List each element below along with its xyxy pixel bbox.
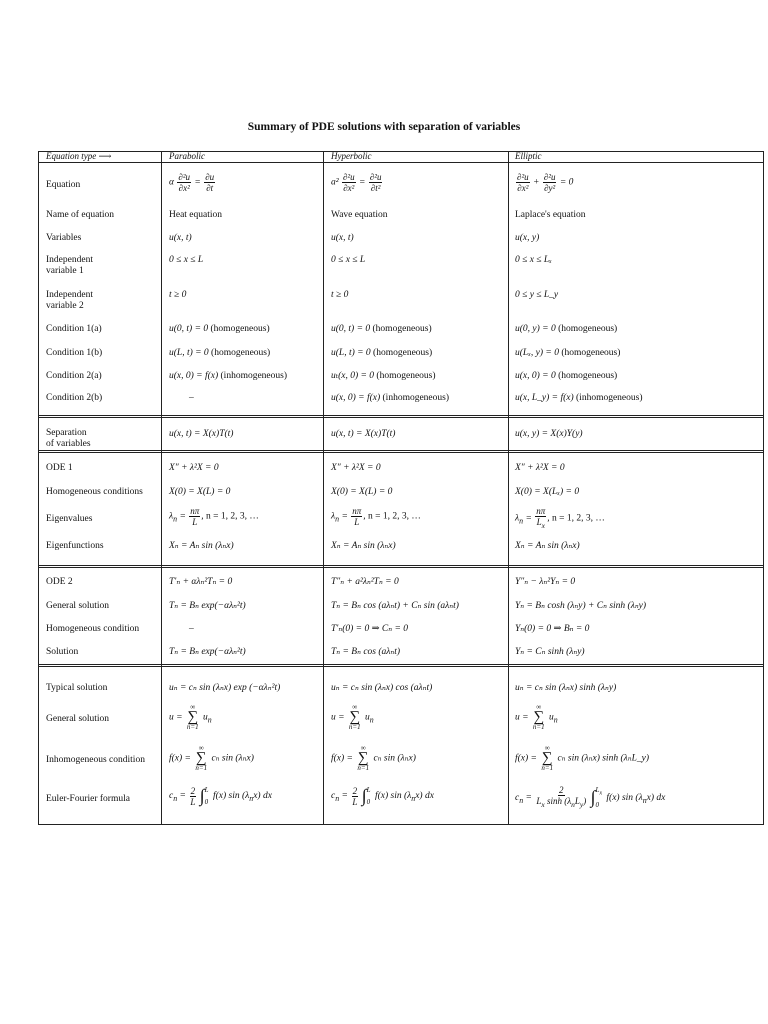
condition-note: (homogeneous) [211,348,271,358]
laplace-equation-formula: $\frac{\text{∂²u}}{\text{∂x²}}$ + $\frac{\text{∂²u}}{\text{∂y²}}$ = 0 [517,172,574,193]
label-inhomogeneous-condition: Inhomogeneous condition [46,755,145,765]
label-condition-2a: Condition 2(a) [46,371,102,381]
parabolic-variables: u(x, t) [169,233,192,243]
elliptic-ode-2: Y″ₙ − λₙ²Yₙ = 0 [515,577,576,587]
condition-note: (homogeneous) [558,324,618,334]
heat-equation-formula: α $\frac{\text{∂²u}}{\text{∂x²}}$ = $\frac{\partial u}{\partial t}$ [169,172,215,193]
hyperbolic-variables: u(x, t) [331,233,354,243]
wave-equation-formula: a² $\frac{\text{∂²u}}{\text{∂x²}}$ = $\frac{\text{∂²u}}{\text{∂t²}}$ [331,172,382,193]
parabolic-condition-2a [169,371,287,382]
elliptic-typical-solution: uₙ = cₙ sin (λₙx) sinh (λₙy) [515,683,617,693]
label-line: of variables [46,439,91,449]
hyperbolic-condition-2b [331,393,449,404]
section-divider [39,664,763,667]
hyperbolic-solution: Tₙ = Bₙ cos (aλₙt) [331,647,401,657]
parabolic-typical-solution: uₙ = cₙ sin (λₙx) exp (−αλₙ²t) [169,683,281,693]
hyperbolic-homogeneous-conditions: X(0) = X(L) = 0 [331,487,393,497]
condition-formula: u(0, t) = 0 [331,324,371,334]
label-line: Independent [46,255,93,265]
hyperbolic-indep1: 0 ≤ x ≤ L [331,255,366,265]
label-euler-fourier-formula: Euler-Fourier formula [46,794,130,804]
condition-note: (homogeneous) [372,324,432,334]
label-line: variable 1 [46,266,84,276]
condition-formula: u(L, t) = 0 [169,348,209,358]
parabolic-separation: u(x, t) = X(x)T(t) [169,429,234,439]
condition-note: (inhomogeneous) [576,393,643,403]
pde-summary-table [38,151,764,825]
parabolic-ode-1: X″ + λ²X = 0 [169,463,219,473]
label-solution: Solution [46,647,79,657]
parabolic-euler-fourier: $c_n$ = $\frac{2}{L}$ ∫ L 0 f(x) $\sin (\lambda_nx)$ dx [169,785,272,807]
label-condition-1a: Condition 1(a) [46,324,102,334]
parabolic-ode-2: T′ₙ + αλₙ²Tₙ = 0 [169,577,233,587]
hyperbolic-ode-1: X″ + λ²X = 0 [331,463,381,473]
parabolic-homogeneous-condition: – [189,624,194,634]
elliptic-eigenvalues: $\lambda_n$ = $\frac{n\pi}{L_x}$ , n = 1, 2, 3, … [515,506,605,530]
label-separation-of-variables [46,428,91,450]
label-variables: Variables [46,233,82,243]
parabolic-indep2: t ≥ 0 [169,290,187,300]
condition-note: (homogeneous) [561,348,621,358]
header-divider [39,162,763,163]
label-line: Separation [46,428,87,438]
label-homogeneous-condition: Homogeneous condition [46,624,140,634]
elliptic-eigenfunctions: Xₙ = Aₙ sin (λₙx) [515,541,580,551]
hyperbolic-condition-1a [331,324,432,335]
condition-formula: u(0, t) = 0 [169,324,209,334]
parabolic-homogeneous-conditions: X(0) = X(L) = 0 [169,487,231,497]
hyperbolic-general-solution: Tₙ = Bₙ cos (aλₙt) + Cₙ sin (aλₙt) [331,601,459,611]
hyperbolic-eigenvalues: $\lambda_n$ = $\frac{n\pi}{L}$ , n = 1, 2, 3, … [331,506,421,527]
label-typical-solution: Typical solution [46,683,108,693]
elliptic-inhomogeneous-condition: f(x) = ∞ ∑ n=1 cₙ sin (λₙx) sinh (λₙL_y) [515,744,649,772]
label-general-solution: General solution [46,601,110,611]
parabolic-solution: Tₙ = Bₙ exp(−αλₙ²t) [169,647,246,657]
hyperbolic-euler-fourier: $c_n$ = $\frac{2}{L}$ ∫ L 0 f(x) $\sin (\lambda_nx)$ dx [331,785,434,807]
parabolic-inhomogeneous-condition: f(x) = ∞ ∑ n=1 cₙ sin (λₙx) [169,744,254,772]
elliptic-ode-1: X″ + λ²X = 0 [515,463,565,473]
column-divider [508,152,509,824]
label-eigenvalues: Eigenvalues [46,514,93,524]
section-divider [39,565,763,568]
header-hyperbolic: Hyperbolic [331,151,372,161]
label-condition-2b: Condition 2(b) [46,393,103,403]
elliptic-indep1: 0 ≤ x ≤ Lₓ [515,255,552,265]
hyperbolic-indep2: t ≥ 0 [331,290,349,300]
parabolic-indep1: 0 ≤ x ≤ L [169,255,204,265]
label-eigenfunctions: Eigenfunctions [46,541,104,551]
parabolic-eigenfunctions: Xₙ = Aₙ sin (λₙx) [169,541,234,551]
condition-note: (homogeneous) [376,371,436,381]
label-general-solution-sum: General solution [46,714,110,724]
elliptic-variables: u(x, y) [515,233,540,243]
series-term: cₙ sin (λₙx) sinh (λₙL_y) [557,753,649,764]
elliptic-separation: u(x, y) = X(x)Y(y) [515,429,583,439]
label-independent-variable-1 [46,255,93,277]
elliptic-condition-2a [515,371,617,382]
series-term: cₙ sin (λₙx) [373,753,416,764]
hyperbolic-separation: u(x, t) = X(x)T(t) [331,429,396,439]
header-elliptic: Elliptic [515,151,542,161]
parabolic-general-sum: u = ∞ ∑ n=1 $u_n$ [169,703,212,731]
hyperbolic-name: Wave equation [331,210,388,220]
label-line: Independent [46,290,93,300]
hyperbolic-general-sum: u = ∞ ∑ n=1 $u_n$ [331,703,374,731]
column-divider [161,152,162,824]
parabolic-eigenvalues: $\lambda_n$ = $\frac{n\pi}{L}$ , n = 1, 2, 3, … [169,506,259,527]
condition-formula: u(x, L_y) = f(x) [515,393,574,403]
condition-formula: u(x, 0) = f(x) [169,371,219,381]
condition-formula: u(x, 0) = f(x) [331,393,381,403]
label-name-of-equation: Name of equation [46,210,115,220]
elliptic-condition-1a [515,324,617,335]
condition-note: (homogeneous) [210,324,270,334]
section-divider [39,450,763,453]
parabolic-condition-1a [169,324,270,335]
parabolic-name: Heat equation [169,210,223,220]
section-divider [39,415,763,418]
label-condition-1b: Condition 1(b) [46,348,103,358]
hyperbolic-condition-2a [331,371,436,382]
condition-note: (inhomogeneous) [220,371,288,381]
series-term: cₙ sin (λₙx) [211,753,254,764]
elliptic-homogeneous-condition: Yₙ(0) = 0 ⇒ Bₙ = 0 [515,624,590,634]
page-title: Summary of PDE solutions with separation of variables [247,121,521,133]
column-divider [323,152,324,824]
parabolic-general-solution: Tₙ = Bₙ exp(−αλₙ²t) [169,601,246,611]
parabolic-condition-1b [169,348,270,359]
elliptic-homogeneous-conditions: X(0) = X(Lₓ) = 0 [515,487,580,497]
hyperbolic-ode-2: T″ₙ + a²λₙ²Tₙ = 0 [331,577,399,587]
hyperbolic-homogeneous-condition: T′ₙ(0) = 0 ⇒ Cₙ = 0 [331,624,409,634]
elliptic-condition-1b [515,348,620,359]
header-equation-type: Equation type ⟶ [46,151,112,161]
hyperbolic-inhomogeneous-condition: f(x) = ∞ ∑ n=1 cₙ sin (λₙx) [331,744,416,772]
label-line: variable 2 [46,301,84,311]
hyperbolic-condition-1b [331,348,432,359]
elliptic-indep2: 0 ≤ y ≤ L_y [515,290,559,300]
label-equation: Equation [46,180,81,190]
condition-note: (homogeneous) [373,348,433,358]
parabolic-condition-2b: – [189,393,194,403]
condition-formula: uₜ(x, 0) = 0 [331,371,375,381]
condition-note: (inhomogeneous) [382,393,450,403]
header-parabolic: Parabolic [169,151,205,161]
elliptic-condition-2b [515,393,643,404]
elliptic-general-sum: u = ∞ ∑ n=1 $u_n$ [515,703,558,731]
elliptic-general-solution: Yₙ = Bₙ cosh (λₙy) + Cₙ sinh (λₙy) [515,601,647,611]
label-homogeneous-conditions: Homogeneous conditions [46,487,143,497]
condition-note: (homogeneous) [558,371,618,381]
condition-formula: u(L, t) = 0 [331,348,371,358]
elliptic-name: Laplace's equation [515,210,586,220]
condition-formula: u(0, y) = 0 [515,324,556,334]
hyperbolic-typical-solution: uₙ = cₙ sin (λₙx) cos (aλₙt) [331,683,433,693]
label-ode-2: ODE 2 [46,577,73,587]
label-ode-1: ODE 1 [46,463,73,473]
elliptic-solution: Yₙ = Cₙ sinh (λₙy) [515,647,585,657]
label-independent-variable-2 [46,290,93,312]
elliptic-euler-fourier: $c_n$ = $\frac{2}{L_x \sinh (\lambda_nL_y)}$ ∫ $L_x$ 0 f(x) $\sin (\lambda_nx)$ dx [515,785,666,810]
hyperbolic-eigenfunctions: Xₙ = Aₙ sin (λₙx) [331,541,396,551]
condition-formula: u(Lₓ, y) = 0 [515,348,559,358]
condition-formula: u(x, 0) = 0 [515,371,556,381]
